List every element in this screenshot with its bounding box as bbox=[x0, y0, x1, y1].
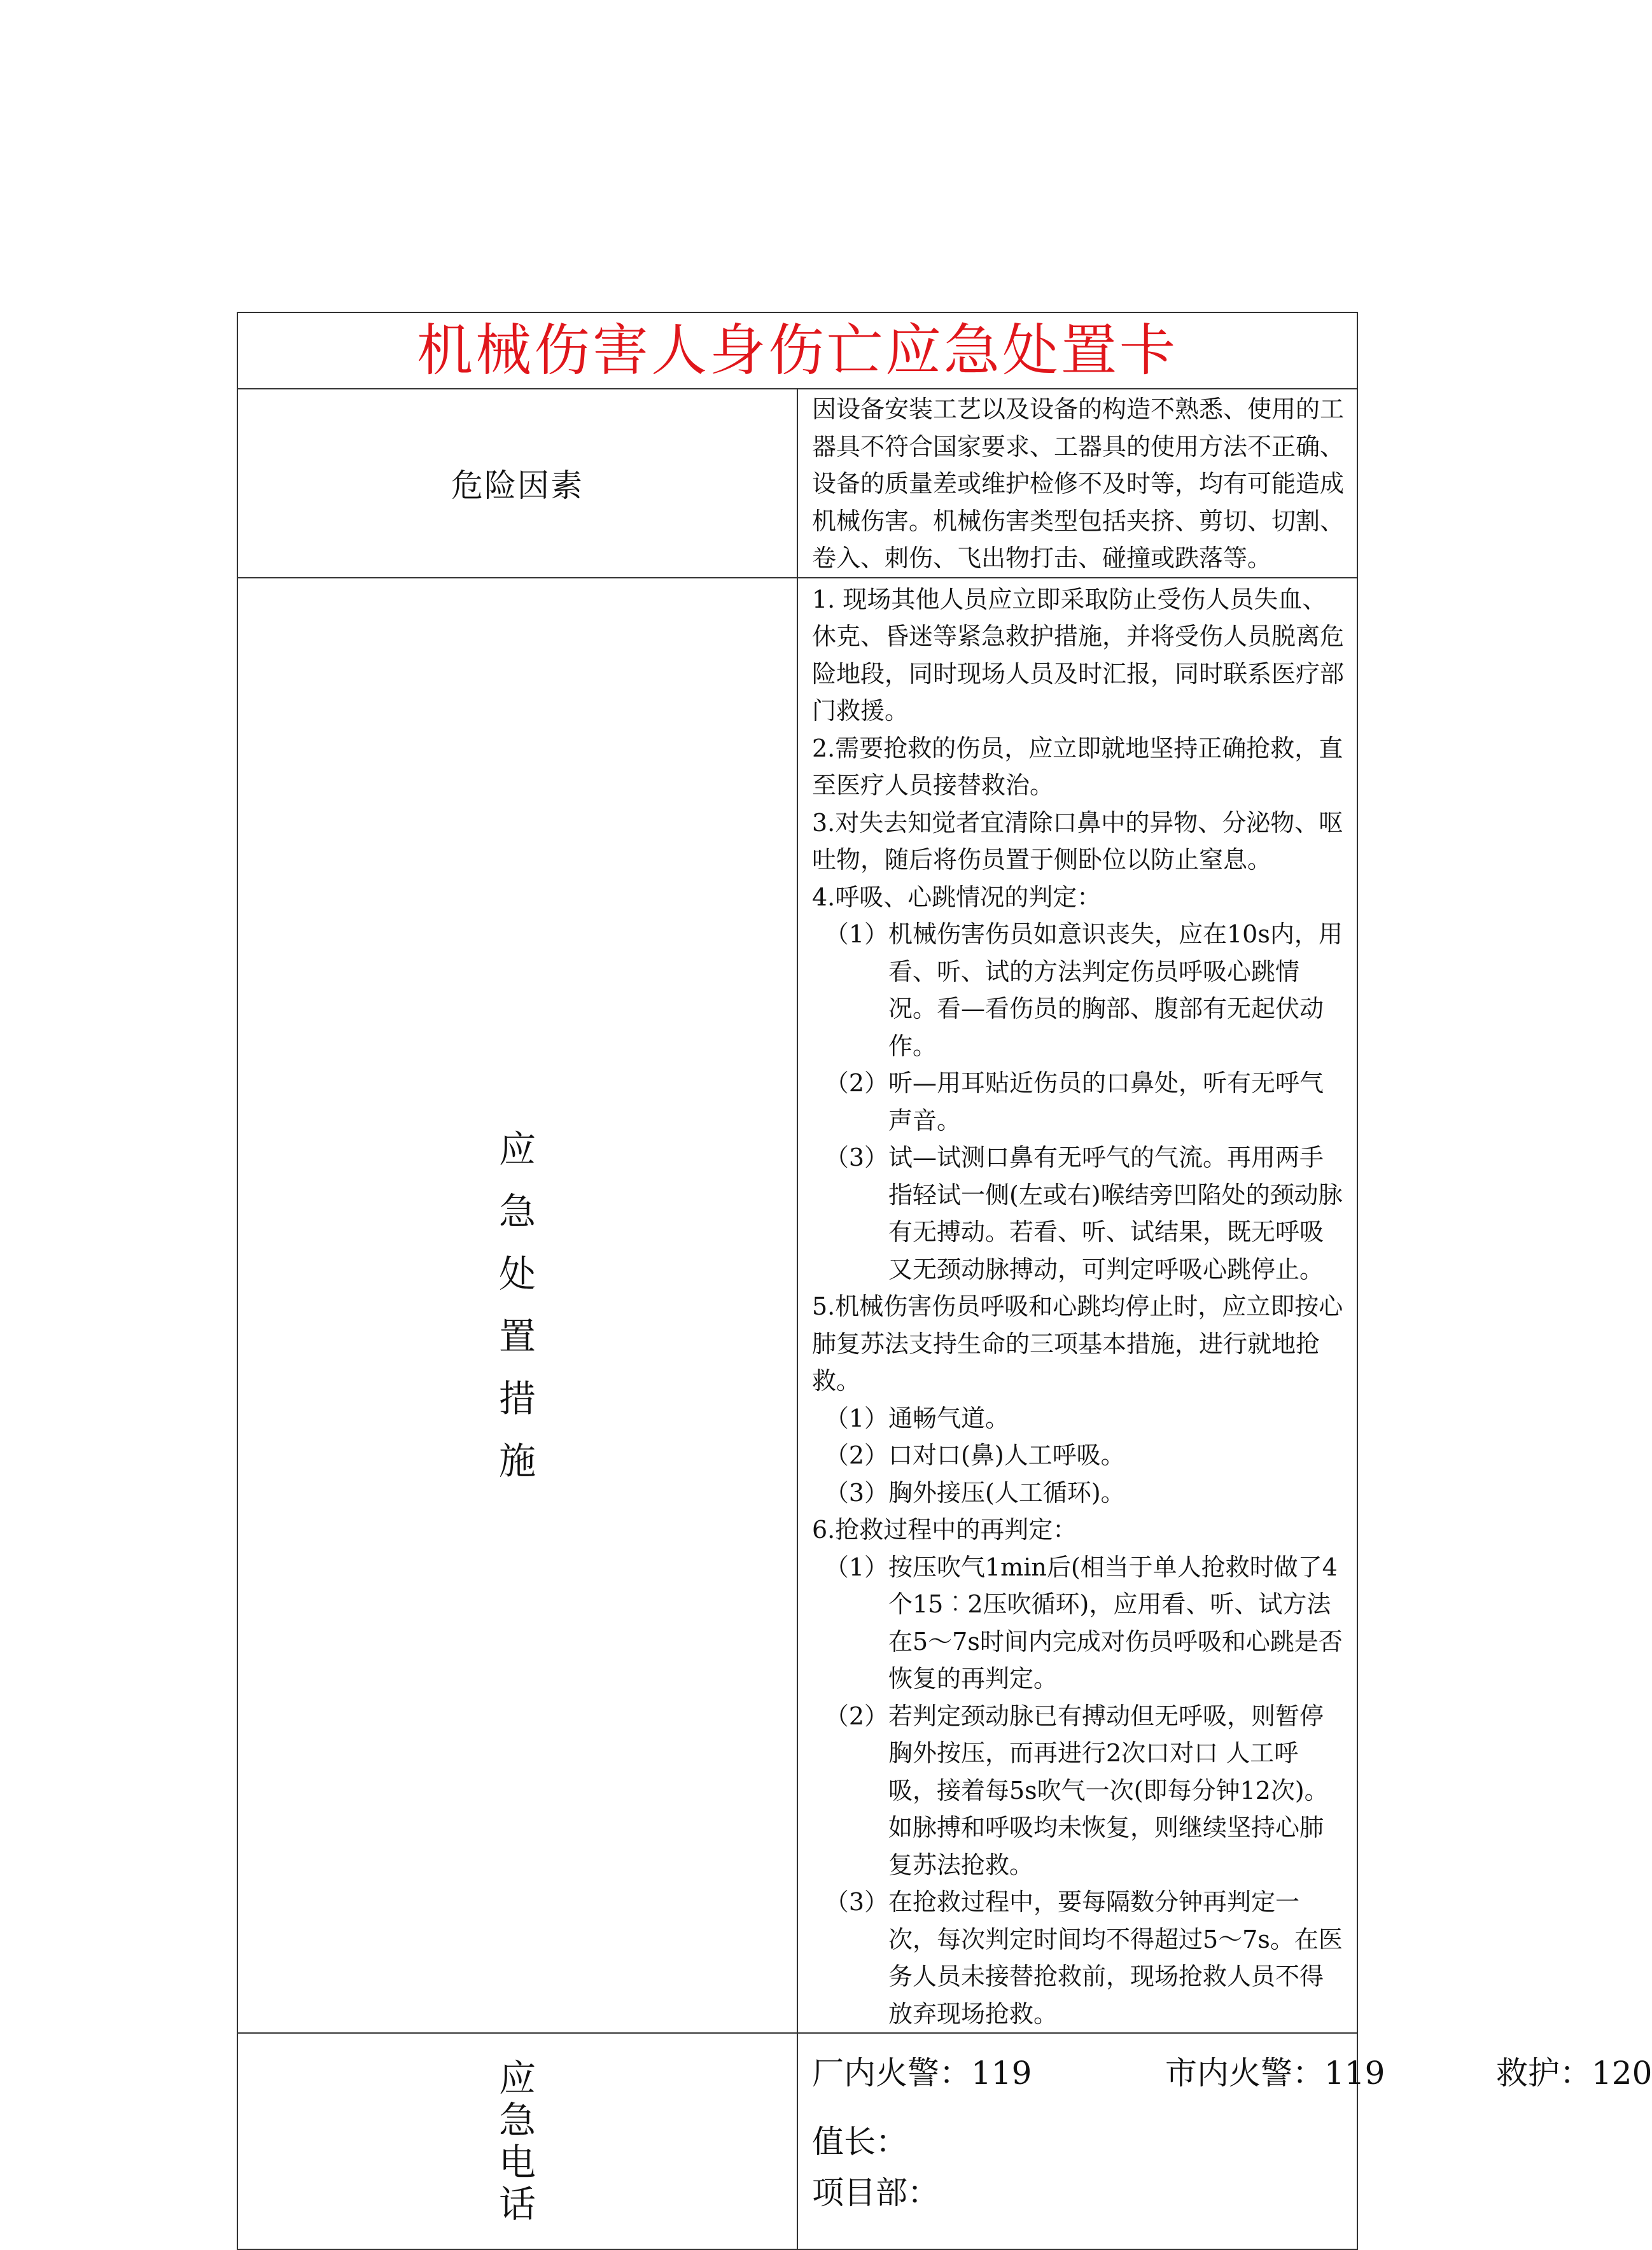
measures-row bbox=[237, 578, 1357, 2034]
sub-item bbox=[812, 1065, 1345, 1139]
project-dept-line: 项目部： bbox=[812, 2174, 939, 2211]
hazard-content-cell bbox=[797, 389, 1357, 578]
sub-item-text: 胸外接压(人工循环)。 bbox=[888, 1478, 1125, 1507]
sub-item-text: 试—试测口鼻有无呼气的气流。再用两手指轻试一侧(左或右)喉结旁凹陷处的颈动脉有无搏动。若看、听、试结果，既无呼吸又无颈动脉搏动，可判定呼吸心跳停止。 bbox=[888, 1143, 1343, 1283]
sub-item-number: （1） bbox=[824, 920, 888, 948]
phone-label bbox=[238, 2057, 797, 2225]
title-cell bbox=[237, 312, 1357, 389]
sub-item bbox=[812, 1474, 1345, 1512]
hazard-label: 危险因素 bbox=[451, 467, 584, 505]
measure-item-5: 5.机械伤害伤员呼吸和心跳均停止时，应立即按心肺复苏法支持生命的三项基本措施，进行就地抢救。 bbox=[812, 1292, 1343, 1395]
measures-label-char: 应 bbox=[498, 1128, 536, 1171]
measures-label-char: 急 bbox=[498, 1190, 536, 1234]
phone-label-char: 电 bbox=[498, 2141, 536, 2184]
sub-item-text: 听—用耳贴近伤员的口鼻处，听有无呼气声音。 bbox=[888, 1069, 1324, 1135]
city-fire-number: 市内火警：119 bbox=[1165, 2055, 1385, 2092]
measures-label-char: 施 bbox=[498, 1439, 536, 1483]
measure-item-6: 6.抢救过程中的再判定： bbox=[812, 1516, 1077, 1544]
ambulance-number: 救护：120 bbox=[1496, 2055, 1652, 2092]
phone-label-char: 应 bbox=[498, 2057, 536, 2100]
sub-item bbox=[812, 1400, 1345, 1437]
measures-label-char: 处 bbox=[498, 1252, 536, 1296]
sub-item-text: 若判定颈动脉已有搏动但无呼吸，则暂停胸外按压，而再进行2次口对口 人工呼吸，接着每5s吹气一次(即每分钟12次)。如脉搏和呼吸均未恢复，则继续坚持心肺复苏法抢救。 bbox=[888, 1701, 1329, 1879]
measures-label-char: 置 bbox=[498, 1315, 536, 1359]
phone-list bbox=[798, 2034, 1652, 2218]
sub-item-text: 在抢救过程中，要每隔数分钟再判定一次，每次判定时间均不得超过5～7s。在医务人员未接替抢救前，现场抢救人员不得放弃现场抢救。 bbox=[888, 1888, 1343, 2028]
sub-item bbox=[812, 1698, 1345, 1884]
sub-item-number: （3） bbox=[824, 1478, 888, 1507]
sub-item-number: （2） bbox=[824, 1069, 888, 1097]
phone-row bbox=[237, 2033, 1357, 2249]
measures-label-char: 措 bbox=[498, 1377, 536, 1421]
sub-item-text: 口对口(鼻)人工呼吸。 bbox=[888, 1441, 1125, 1469]
duty-chief-line: 值长： bbox=[812, 2123, 907, 2160]
sub-item-number: （1） bbox=[824, 1553, 888, 1581]
sub-item bbox=[812, 1139, 1345, 1288]
sub-item bbox=[812, 1549, 1345, 1698]
sub-item-text: 机械伤害伤员如意识丧失，应在10s内，用看、听、试的方法判定伤员呼吸心跳情况。看—看伤员的胸部、腹部有无起伏动作。 bbox=[888, 920, 1343, 1060]
sub-item-text: 通畅气道。 bbox=[888, 1404, 1010, 1432]
phone-label-char: 话 bbox=[498, 2183, 536, 2226]
sub-item-number: （2） bbox=[824, 1441, 888, 1469]
measures-label-cell bbox=[237, 578, 797, 2034]
phone-content-cell bbox=[797, 2033, 1652, 2249]
sub-item-number: （3） bbox=[824, 1888, 888, 1916]
sub-item-number: （1） bbox=[824, 1404, 888, 1432]
emergency-card bbox=[237, 312, 1652, 2250]
hazard-text: 因设备安装工艺以及设备的构造不熟悉、使用的工器具不符合国家要求、工器具的使用方法不正确、设备的质量差或维护检修不及时等，均有可能造成机械伤害。机械伤害类型包括夹挤、剪切、切割、卷入、刺伤、飞出物打击、碰撞或跌落等。 bbox=[812, 395, 1345, 572]
sub-item-text: 按压吹气1min后(相当于单人抢救时做了4个15︰2压吹循环)，应用看、听、试方法在5～7s时间内完成对伤员呼吸和心跳是否恢复的再判定。 bbox=[888, 1553, 1343, 1693]
measures-list bbox=[798, 578, 1357, 2033]
phone-label-char: 急 bbox=[498, 2099, 536, 2142]
factory-fire-number: 厂内火警：119 bbox=[812, 2055, 1032, 2092]
measure-item-2: 2.需要抢救的伤员，应立即就地坚持正确抢救，直至医疗人员接替救治。 bbox=[812, 734, 1343, 799]
measure-item-4: 4.呼吸、心跳情况的判定： bbox=[812, 883, 1102, 911]
measure-item-1: 1. 现场其他人员应立即采取防止受伤人员失血、休克、昏迷等紧急救护措施，并将受伤人员脱离危险地段，同时现场人员及时汇报，同时联系医疗部门救援。 bbox=[812, 585, 1345, 725]
sub-item bbox=[812, 1437, 1345, 1474]
measures-content-cell bbox=[797, 578, 1357, 2034]
measures-label bbox=[238, 1118, 797, 1492]
sub-item bbox=[812, 1883, 1345, 2032]
hazard-row bbox=[237, 389, 1357, 578]
measure-item-3: 3.对失去知觉者宜清除口鼻中的异物、分泌物、呕吐物，随后将伤员置于侧卧位以防止窒息。 bbox=[812, 808, 1343, 874]
hazard-label-cell bbox=[237, 389, 797, 578]
sub-item-number: （2） bbox=[824, 1701, 888, 1730]
phone-label-cell bbox=[237, 2033, 797, 2249]
phone-numbers-line bbox=[812, 2048, 1652, 2099]
card-title: 机械伤害人身伤亡应急处置卡 bbox=[416, 318, 1178, 383]
sub-item bbox=[812, 916, 1345, 1065]
sub-item-number: （3） bbox=[824, 1143, 888, 1171]
